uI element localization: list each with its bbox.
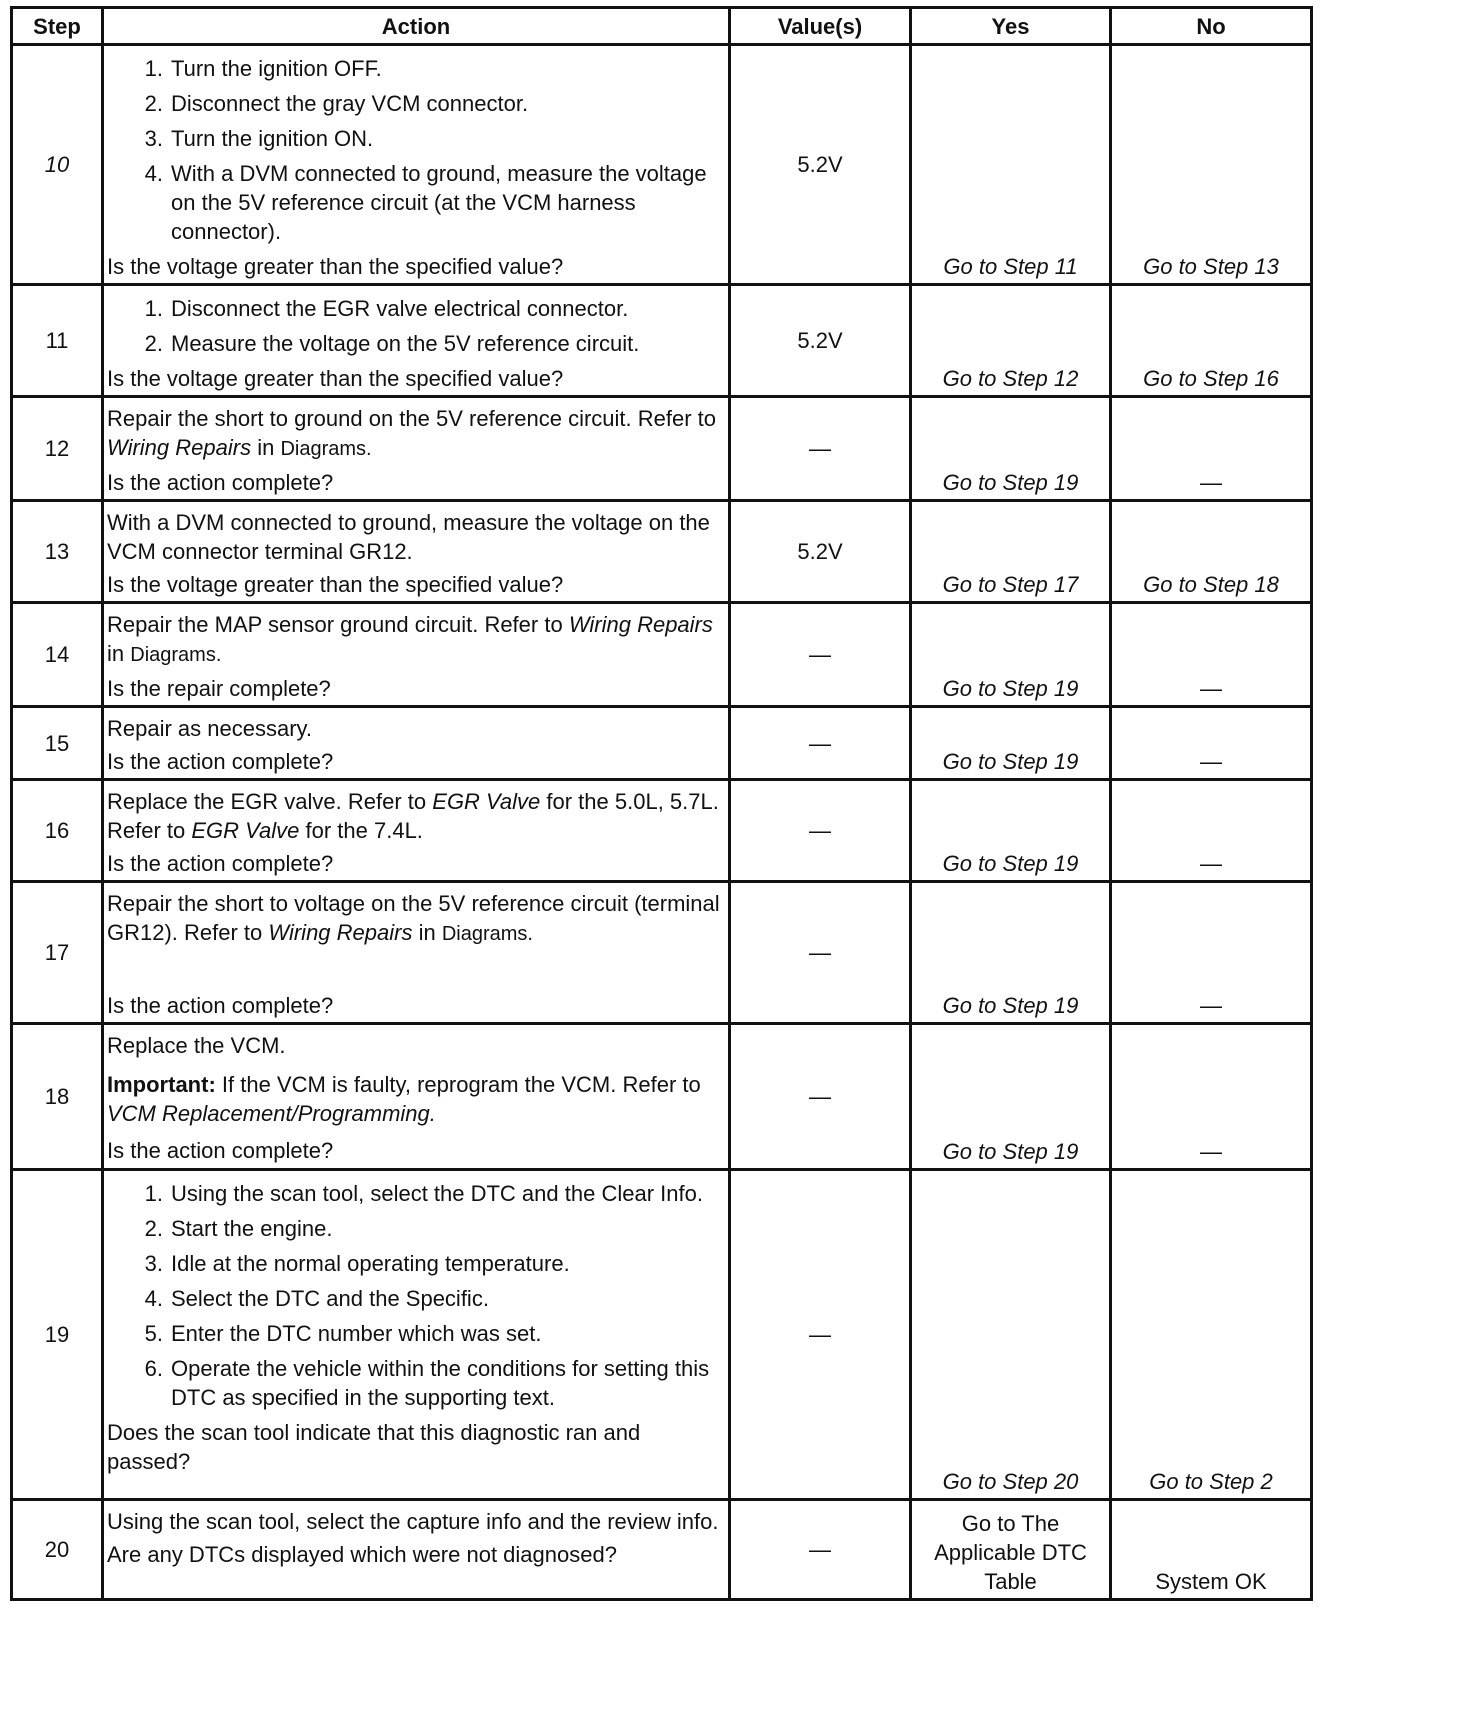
action-question: Does the scan tool indicate that this diagnostic ran and passed? [107,1420,641,1474]
step-number: 12 [12,397,103,501]
action-text: Repair the MAP sensor ground circuit. Refer to Wiring Repairs in Diagrams. [107,612,713,666]
value-cell: — [730,603,911,707]
action-question: Is the action complete? [107,749,334,774]
important-note: Important: If the VCM is faulty, reprogram the VCM. Refer to VCM Replacement/Programming. [107,1072,701,1126]
action-question: Is the action complete? [107,851,334,876]
diagnostic-table [10,6,1313,1601]
no-cell: Go to Step 2 [1111,1170,1312,1500]
list-item: 5. Enter the DTC number which was set. [144,1321,542,1346]
yes-cell: Go to Step 12 [911,285,1111,397]
table-row-step-16 [12,780,1312,882]
list-item: 3. Turn the ignition ON. [144,126,374,151]
action-steps-list [107,54,722,246]
table-row-step-15 [12,707,1312,780]
table-row-step-12 [12,397,1312,501]
header-step: Step [12,8,103,45]
yes-cell: Go to Step 19 [911,1024,1111,1170]
action-text: Repair the short to voltage on the 5V reference circuit (terminal GR12). Refer to Wiring Repairs in Diagrams. [107,891,720,945]
header-row [12,8,1312,45]
action-question: Is the voltage greater than the specified value? [107,366,564,391]
action-question: Is the action complete? [107,993,334,1018]
no-cell: — [1111,1024,1312,1170]
action-question: Is the repair complete? [107,676,331,701]
action-cell [103,1170,730,1500]
no-cell: Go to Step 18 [1111,501,1312,603]
action-cell [103,882,730,1024]
no-cell: — [1111,707,1312,780]
diagnostic-table-sheet [10,6,1313,1601]
step-number: 15 [12,707,103,780]
list-item: 6. Operate the vehicle within the conditions for setting this DTC as specified in the supporting text. [144,1356,710,1410]
yes-cell: Go to Step 19 [911,707,1111,780]
value-cell: 5.2V [730,501,911,603]
step-number: 14 [12,603,103,707]
step-number: 17 [12,882,103,1024]
yes-cell: Go to Step 19 [911,397,1111,501]
table-row-step-13 [12,501,1312,603]
action-text: Repair the short to ground on the 5V reference circuit. Refer to Wiring Repairs in Diagrams. [107,406,716,460]
no-cell: Go to Step 16 [1111,285,1312,397]
list-item: 1. Disconnect the EGR valve electrical connector. [144,296,629,321]
action-cell [103,397,730,501]
step-number: 16 [12,780,103,882]
step-number: 19 [12,1170,103,1500]
header-values: Value(s) [730,8,911,45]
table-row-step-11 [12,285,1312,397]
action-cell [103,45,730,285]
no-cell: Go to Step 13 [1111,45,1312,285]
no-cell: — [1111,603,1312,707]
step-number: 10 [12,45,103,285]
yes-cell: Go to Step 17 [911,501,1111,603]
action-text: Repair as necessary. [107,716,313,741]
step-number: 13 [12,501,103,603]
list-item: 1. Turn the ignition OFF. [144,56,382,81]
list-item: 3. Idle at the normal operating temperature. [144,1251,570,1276]
header-yes: Yes [911,8,1111,45]
value-cell: 5.2V [730,45,911,285]
table-row-step-10 [12,45,1312,285]
action-text: Replace the EGR valve. Refer to EGR Valve for the 5.0L, 5.7L. Refer to EGR Valve for the 7.4L. [107,789,719,843]
table-row-step-14 [12,603,1312,707]
action-cell [103,707,730,780]
action-question: Are any DTCs displayed which were not diagnosed? [107,1542,617,1567]
value-cell: — [730,707,911,780]
step-number: 18 [12,1024,103,1170]
table-row-step-19 [12,1170,1312,1500]
yes-cell: Go to Step 19 [911,780,1111,882]
action-question: Is the voltage greater than the specified value? [107,572,564,597]
action-question: Is the action complete? [107,1138,334,1163]
action-text: With a DVM connected to ground, measure the voltage on the VCM connector terminal GR12. [107,510,710,564]
action-cell [103,603,730,707]
action-cell [103,780,730,882]
value-cell: — [730,780,911,882]
action-question: Is the voltage greater than the specified value? [107,254,564,279]
list-item: 2. Disconnect the gray VCM connector. [144,91,529,116]
action-steps-list [107,294,722,358]
list-item: 2. Measure the voltage on the 5V reference circuit. [144,331,640,356]
list-item: 4. Select the DTC and the Specific. [144,1286,489,1311]
table-row-step-17 [12,882,1312,1024]
step-number: 20 [12,1500,103,1600]
list-item: 4. With a DVM connected to ground, measure the voltage on the 5V reference circuit (at the VCM harness connector). [144,161,707,244]
no-cell: — [1111,397,1312,501]
value-cell: — [730,1170,911,1500]
value-cell: — [730,882,911,1024]
action-steps-list [107,1179,722,1412]
yes-cell: Go to Step 11 [911,45,1111,285]
value-cell: — [730,1024,911,1170]
value-cell: 5.2V [730,285,911,397]
action-text: Using the scan tool, select the capture info and the review info. [107,1509,719,1534]
header-action: Action [103,8,730,45]
action-cell [103,501,730,603]
action-cell [103,285,730,397]
no-cell: — [1111,780,1312,882]
yes-cell: Go to The Applicable DTC Table [911,1500,1111,1600]
yes-cell: Go to Step 19 [911,603,1111,707]
step-number: 11 [12,285,103,397]
list-item: 1. Using the scan tool, select the DTC and the Clear Info. [144,1181,703,1206]
action-question: Is the action complete? [107,470,334,495]
list-item: 2. Start the engine. [144,1216,333,1241]
table-row-step-20 [12,1500,1312,1600]
action-cell [103,1024,730,1170]
header-no: No [1111,8,1312,45]
value-cell: — [730,1500,911,1600]
no-cell: System OK [1111,1500,1312,1600]
action-text: Replace the VCM. [107,1033,286,1058]
no-cell: — [1111,882,1312,1024]
yes-cell: Go to Step 19 [911,882,1111,1024]
value-cell: — [730,397,911,501]
table-row-step-18 [12,1024,1312,1170]
yes-cell: Go to Step 20 [911,1170,1111,1500]
action-cell [103,1500,730,1600]
